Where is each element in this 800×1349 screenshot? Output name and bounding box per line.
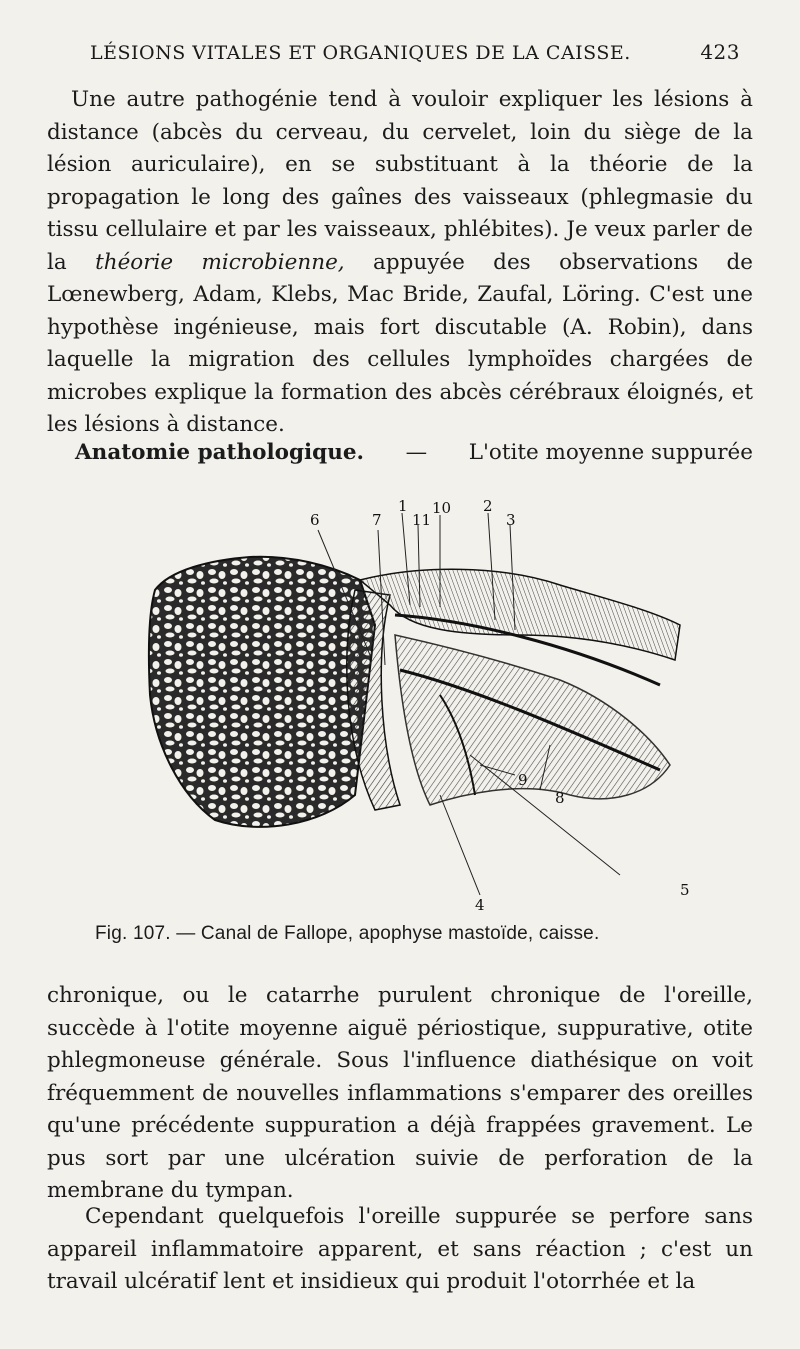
paragraph-text: Cependant quelquefois l'oreille suppurée se perfore sans appareil inflammatoire apparent, et sans réaction ; c'est un travail ulcératif lent et insidieux qui produit l'otorrhée et la xyxy=(47,1204,753,1294)
mastoid-bone-shape xyxy=(149,557,375,827)
figure-label-8: 8 xyxy=(555,789,565,807)
figure-label-9: 9 xyxy=(518,771,528,789)
figure-label-7: 7 xyxy=(372,511,382,529)
italic-term: théorie microbienne, xyxy=(95,249,345,275)
engraving-illustration xyxy=(140,495,700,915)
figure-label-3: 3 xyxy=(506,511,516,529)
figure-caption: Fig. 107. — Canal de Fallope, apophyse mastoïde, caisse. xyxy=(95,923,600,944)
page-number: 423 xyxy=(700,40,740,64)
paragraph-pathogenie xyxy=(47,84,753,442)
paragraph-text: chronique, ou le catarrhe purulent chronique de l'oreille, succède à l'otite moyenne aiguë périostique, suppurative, otite phlegmoneuse générale. Sous l'influence diathésique on voit fréquemment de nouvelles inflammations s'emparer des oreilles qu'une précédente suppuration a déjà frappées gravement. Le pus sort par une ulcération suivie de perforation de la membrane du tympan. xyxy=(47,983,753,1203)
paragraph-text: Une autre pathogénie tend à vouloir expliquer les lésions à distance (abcès du cerveau, du cervelet, loin du siège de la lésion auriculaire), en se substituant à la théorie de la propagation le long des gaînes des vaisseaux (phlegmasie du tissu cellulaire et par les vaisseaux, phlébites). Je veux parler de la xyxy=(47,87,753,275)
figure-label-6: 6 xyxy=(310,511,320,529)
section-heading-line xyxy=(47,437,753,469)
section-dash: — xyxy=(405,440,428,465)
running-title: LÉSIONS VITALES ET ORGANIQUES DE LA CAISSE. xyxy=(90,42,631,64)
paragraph-cependant xyxy=(47,1201,753,1299)
figure-label-2: 2 xyxy=(483,497,493,515)
anatomical-figure xyxy=(140,495,700,915)
figure-label-4: 4 xyxy=(475,896,485,914)
section-lead-text: L'otite moyenne suppurée xyxy=(468,440,753,465)
paragraph-text: appuyée des observations de Lœnewberg, Adam, Klebs, Mac Bride, Zaufal, Löring. C'est une hypothèse ingénieuse, mais fort discutable (A. Robin), dans laquelle la migration des cellules lymphoïdes chargées de microbes explique la formation des abcès cérébraux éloignés, et les lésions à distance. xyxy=(47,249,753,437)
figure-label-1: 1 xyxy=(398,497,408,515)
section-title: Anatomie pathologique. xyxy=(75,440,365,465)
tympanic-cavity-shape xyxy=(395,635,670,805)
paragraph-chronique xyxy=(47,980,753,1208)
figure-label-11: 11 xyxy=(412,511,432,529)
figure-label-10: 10 xyxy=(432,499,452,517)
running-header xyxy=(90,40,740,64)
figure-label-5: 5 xyxy=(680,881,690,899)
